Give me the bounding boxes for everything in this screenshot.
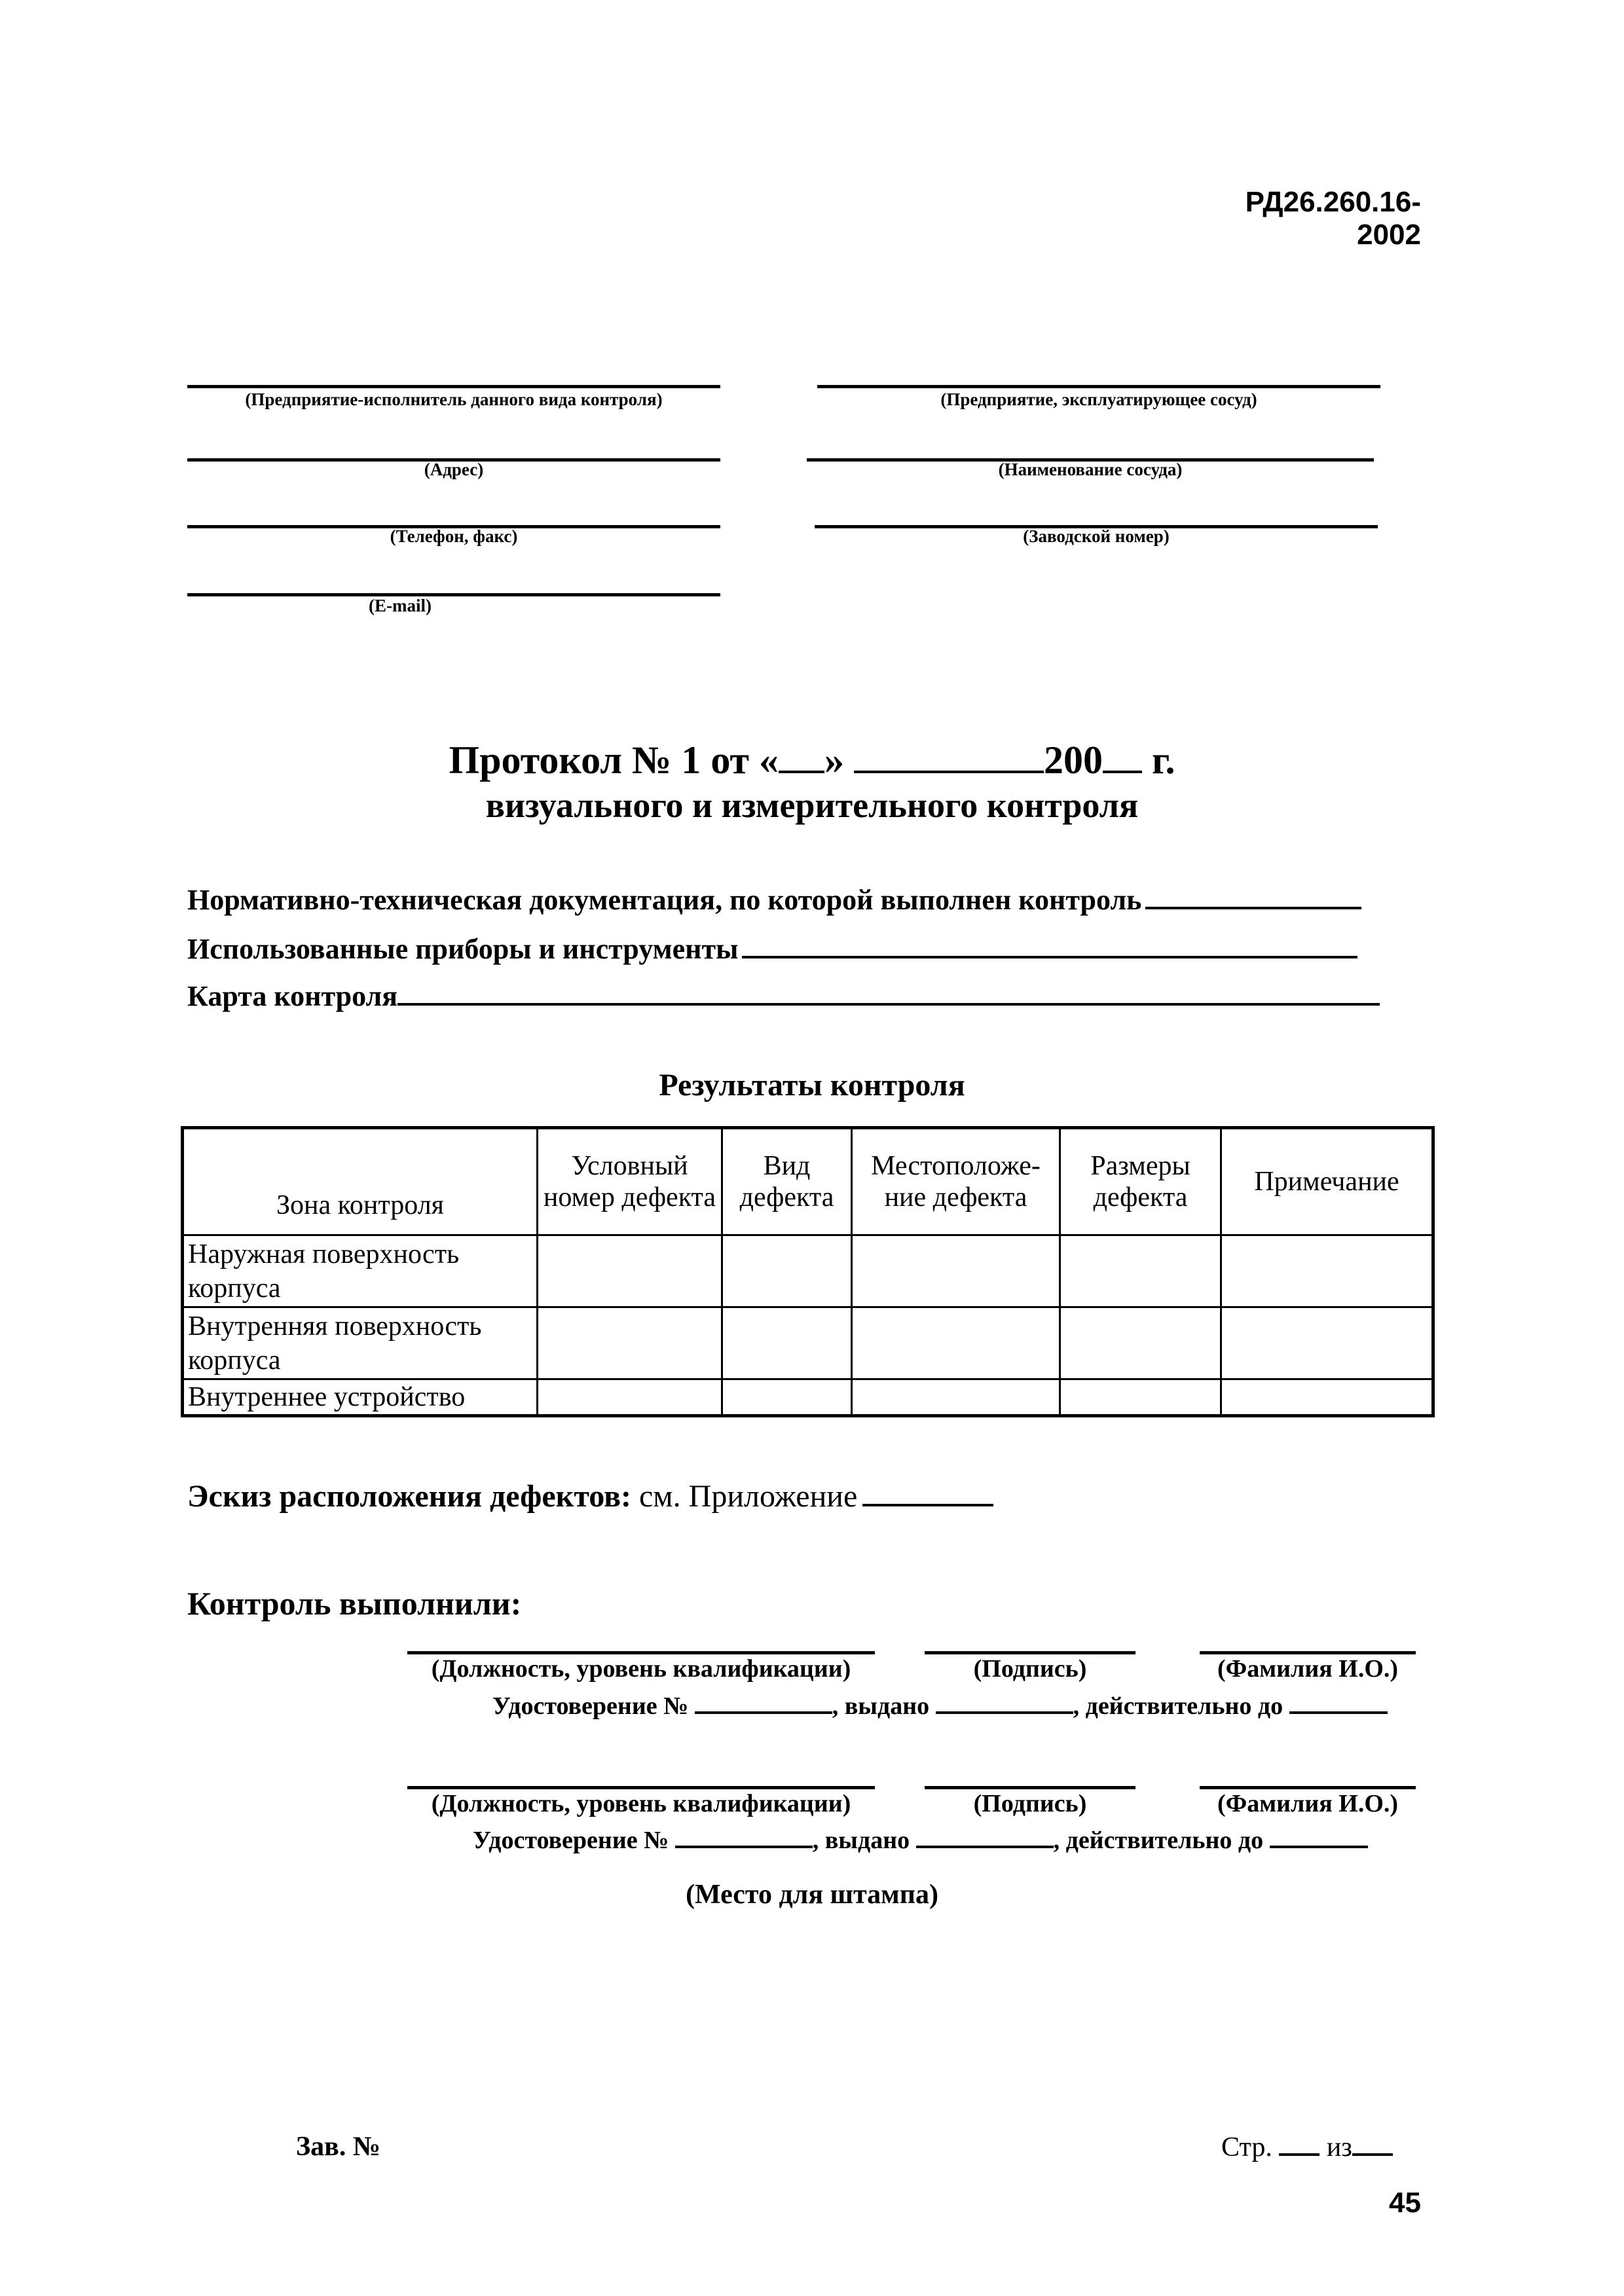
- protocol-title: [0, 737, 1624, 784]
- table-header-row: [183, 1128, 1433, 1235]
- page-of-pages: [1221, 2131, 1393, 2163]
- operating-enterprise-line[interactable]: [817, 385, 1380, 388]
- zone-cell: Внутреннее устройство: [183, 1379, 538, 1416]
- issued-date-blank[interactable]: [916, 1823, 1054, 1848]
- page-number: 45: [1389, 2187, 1421, 2219]
- sketch-text: см. Приложение: [638, 1479, 858, 1514]
- instruments-line: [187, 930, 1357, 968]
- of-label: из: [1326, 2132, 1352, 2162]
- control-map-line: [187, 977, 1380, 1015]
- phone-fax-caption: (Телефон, факс): [390, 526, 518, 546]
- address-caption: (Адрес): [424, 460, 484, 479]
- table-row: [183, 1379, 1433, 1416]
- zone-cell: Внутренняя поверхность корпуса: [183, 1307, 538, 1379]
- issued-label: , выдано: [812, 1827, 910, 1854]
- normative-doc-label: Нормативно-техническая документация, по которой выполнен контроль: [187, 884, 1142, 916]
- table-cell[interactable]: [722, 1379, 852, 1416]
- enterprise-executor-line[interactable]: [187, 385, 720, 388]
- factory-number-label: Зав. №: [296, 2132, 381, 2162]
- quote-close: »: [824, 738, 845, 782]
- valid-label: , действительно до: [1053, 1827, 1264, 1854]
- control-map-label: Карта контроля: [187, 980, 398, 1012]
- table-row: [183, 1307, 1433, 1379]
- enterprise-executor-caption: (Предприятие-исполнитель данного вида контроля): [245, 390, 663, 409]
- sketch-label: Эскиз расположения дефектов:: [187, 1479, 631, 1514]
- name-caption: (Фамилия И.О.): [1217, 1655, 1399, 1683]
- table-cell[interactable]: [1221, 1235, 1433, 1307]
- results-table: [181, 1126, 1435, 1417]
- month-blank[interactable]: [854, 737, 1044, 773]
- certificate-label: Удостоверение №: [492, 1692, 689, 1720]
- table-cell[interactable]: [852, 1235, 1060, 1307]
- document-code: РД26.260.16-2002: [1245, 186, 1421, 251]
- issued-label: , выдано: [832, 1692, 930, 1720]
- protocol-label: Протокол № 1 от «: [449, 738, 779, 782]
- email-caption: (E-mail): [369, 596, 432, 615]
- normative-doc-line: [187, 881, 1361, 919]
- table-cell[interactable]: [1221, 1379, 1433, 1416]
- zone-cell: Наружная поверхность корпуса: [183, 1235, 538, 1307]
- page-label: Стр.: [1221, 2132, 1272, 2162]
- table-cell[interactable]: [722, 1307, 852, 1379]
- year-blank[interactable]: [1103, 737, 1142, 773]
- sketch-line: [187, 1476, 993, 1514]
- certificate-label: Удостоверение №: [473, 1827, 669, 1854]
- table-cell[interactable]: [852, 1379, 1060, 1416]
- table-cell[interactable]: [538, 1379, 722, 1416]
- table-cell[interactable]: [538, 1307, 722, 1379]
- issued-date-blank[interactable]: [936, 1689, 1073, 1714]
- signature-caption: (Подпись): [973, 1655, 1087, 1683]
- signature-caption: (Подпись): [973, 1790, 1087, 1817]
- instruments-label: Использованные приборы и инструменты: [187, 933, 739, 965]
- column-header-zone: Зона контроля: [183, 1128, 538, 1235]
- certificate-number-blank[interactable]: [695, 1689, 832, 1714]
- normative-doc-blank[interactable]: [1145, 881, 1361, 909]
- year-prefix: 200: [1044, 738, 1103, 782]
- valid-date-blank[interactable]: [1270, 1823, 1368, 1848]
- table-cell[interactable]: [538, 1235, 722, 1307]
- protocol-subtitle: визуального и измерительного контроля: [485, 786, 1139, 825]
- year-suffix: г.: [1152, 738, 1175, 782]
- vessel-name-caption: (Наименование сосуда): [998, 460, 1183, 479]
- table-row: [183, 1235, 1433, 1307]
- results-title: Результаты контроля: [659, 1068, 965, 1102]
- table-cell[interactable]: [1060, 1379, 1221, 1416]
- operating-enterprise-caption: (Предприятие, эксплуатирующее сосуд): [940, 390, 1257, 409]
- column-header-defect-number: Условный номер дефекта: [538, 1128, 722, 1235]
- valid-label: , действительно до: [1073, 1692, 1283, 1720]
- certificate-line: [473, 1823, 1368, 1855]
- table-cell[interactable]: [1060, 1307, 1221, 1379]
- name-caption: (Фамилия И.О.): [1217, 1790, 1399, 1817]
- certificate-line: [492, 1689, 1388, 1721]
- stamp-place: (Место для штампа): [686, 1880, 938, 1910]
- appendix-blank[interactable]: [862, 1476, 993, 1506]
- table-cell[interactable]: [852, 1307, 1060, 1379]
- serial-number-caption: (Заводской номер): [1023, 526, 1170, 546]
- column-header-defect-size: Размеры дефекта: [1060, 1128, 1221, 1235]
- instruments-blank[interactable]: [742, 930, 1357, 958]
- table-cell[interactable]: [1060, 1235, 1221, 1307]
- column-header-note: Примечание: [1221, 1128, 1433, 1235]
- day-blank[interactable]: [779, 737, 824, 773]
- certificate-number-blank[interactable]: [675, 1823, 813, 1848]
- column-header-defect-type: Вид дефекта: [722, 1128, 852, 1235]
- table-cell[interactable]: [722, 1235, 852, 1307]
- page-blank[interactable]: [1279, 2131, 1320, 2156]
- position-caption: (Должность, уровень квалификации): [431, 1655, 851, 1683]
- column-header-defect-location: Местоположе-ние дефекта: [852, 1128, 1060, 1235]
- performed-title: Контроль выполнили:: [187, 1585, 522, 1622]
- control-map-blank[interactable]: [397, 977, 1380, 1006]
- total-pages-blank[interactable]: [1352, 2131, 1393, 2156]
- position-caption: (Должность, уровень квалификации): [431, 1790, 851, 1817]
- valid-date-blank[interactable]: [1289, 1689, 1388, 1714]
- table-cell[interactable]: [1221, 1307, 1433, 1379]
